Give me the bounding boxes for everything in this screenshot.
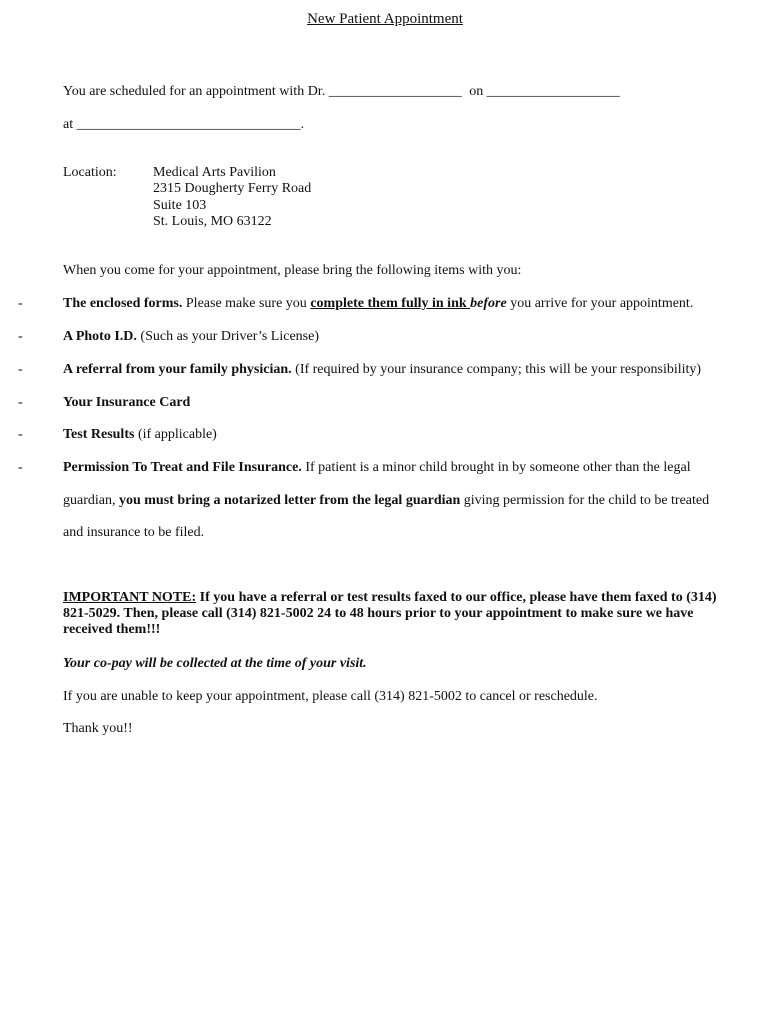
bullet-dash: - bbox=[18, 329, 23, 344]
thanks-text: Thank you!! bbox=[63, 721, 133, 736]
note-text: If you have a referral or test results faxed to our office, please have them faxed to (314) 821-5029. Then, please call (314) 821-5002 24 to 48 hours prior to your appointment to make sure we have received them!!! bbox=[63, 590, 717, 637]
time-blank[interactable]: ________________________________ bbox=[76, 117, 301, 132]
item-permission bbox=[63, 460, 691, 476]
location-line-4: St. Louis, MO 63122 bbox=[153, 214, 272, 229]
bullet-dash: - bbox=[18, 296, 23, 311]
on-word: on bbox=[469, 84, 484, 99]
tests-text: (if applicable) bbox=[134, 427, 217, 442]
referral-text: (If required by your insurance company; this will be your responsibility) bbox=[291, 362, 702, 377]
location-line-2: 2315 Dougherty Ferry Road bbox=[153, 181, 312, 196]
forms-text-2: you arrive for your appointment. bbox=[506, 296, 694, 311]
forms-bold: The enclosed forms. bbox=[63, 296, 183, 311]
item-permission-line-2 bbox=[63, 493, 709, 509]
forms-text: Please make sure you bbox=[182, 296, 311, 311]
referral-bold: A referral from your family physician. bbox=[63, 362, 292, 377]
tests-bold: Test Results bbox=[63, 427, 135, 442]
period: . bbox=[300, 117, 305, 132]
bullet-dash: - bbox=[18, 395, 23, 410]
important-note bbox=[63, 590, 733, 638]
schedule-line bbox=[63, 84, 620, 100]
page-title: New Patient Appointment bbox=[307, 11, 463, 27]
item-permission-line-3: and insurance to be filed. bbox=[63, 525, 205, 540]
cancel-notice: If you are unable to keep your appointment, please call (314) 821-5002 to cancel or reschedule. bbox=[63, 689, 598, 704]
at-word: at bbox=[63, 117, 74, 132]
doctor-blank[interactable]: ___________________ bbox=[328, 84, 462, 99]
permission-bold: Permission To Treat and File Insurance. bbox=[63, 460, 302, 475]
insurance-bold: Your Insurance Card bbox=[63, 395, 191, 410]
item-insurance bbox=[63, 395, 190, 411]
location-line-3: Suite 103 bbox=[153, 198, 207, 213]
photo-bold: A Photo I.D. bbox=[63, 329, 137, 344]
location-label: Location: bbox=[63, 165, 117, 180]
intro-text: When you come for your appointment, please bring the following items with you: bbox=[63, 263, 522, 278]
permission-line2-text-2: giving permission for the child to be treated bbox=[460, 493, 710, 508]
permission-line2-bold: you must bring a notarized letter from the legal guardian bbox=[118, 493, 461, 508]
item-test-results bbox=[63, 427, 217, 443]
item-forms bbox=[63, 296, 693, 312]
schedule-text: You are scheduled for an appointment with Dr. bbox=[63, 84, 326, 99]
photo-text: (Such as your Driver’s License) bbox=[136, 329, 319, 344]
bullet-dash: - bbox=[18, 427, 23, 442]
bullet-dash: - bbox=[18, 362, 23, 377]
note-label: IMPORTANT NOTE: bbox=[63, 590, 197, 605]
date-blank[interactable]: ___________________ bbox=[486, 84, 620, 99]
time-line bbox=[63, 117, 304, 133]
forms-underline: complete them fully in ink bbox=[310, 296, 471, 311]
forms-italic: before bbox=[470, 296, 507, 311]
item-photo-id bbox=[63, 329, 319, 345]
copay-notice: Your co-pay will be collected at the time of your visit. bbox=[63, 656, 367, 671]
item-referral bbox=[63, 362, 701, 378]
bullet-dash: - bbox=[18, 460, 23, 475]
permission-text: If patient is a minor child brought in by someone other than the legal bbox=[301, 460, 691, 475]
permission-line2-text: guardian, bbox=[63, 493, 119, 508]
location-line-1: Medical Arts Pavilion bbox=[153, 165, 276, 180]
